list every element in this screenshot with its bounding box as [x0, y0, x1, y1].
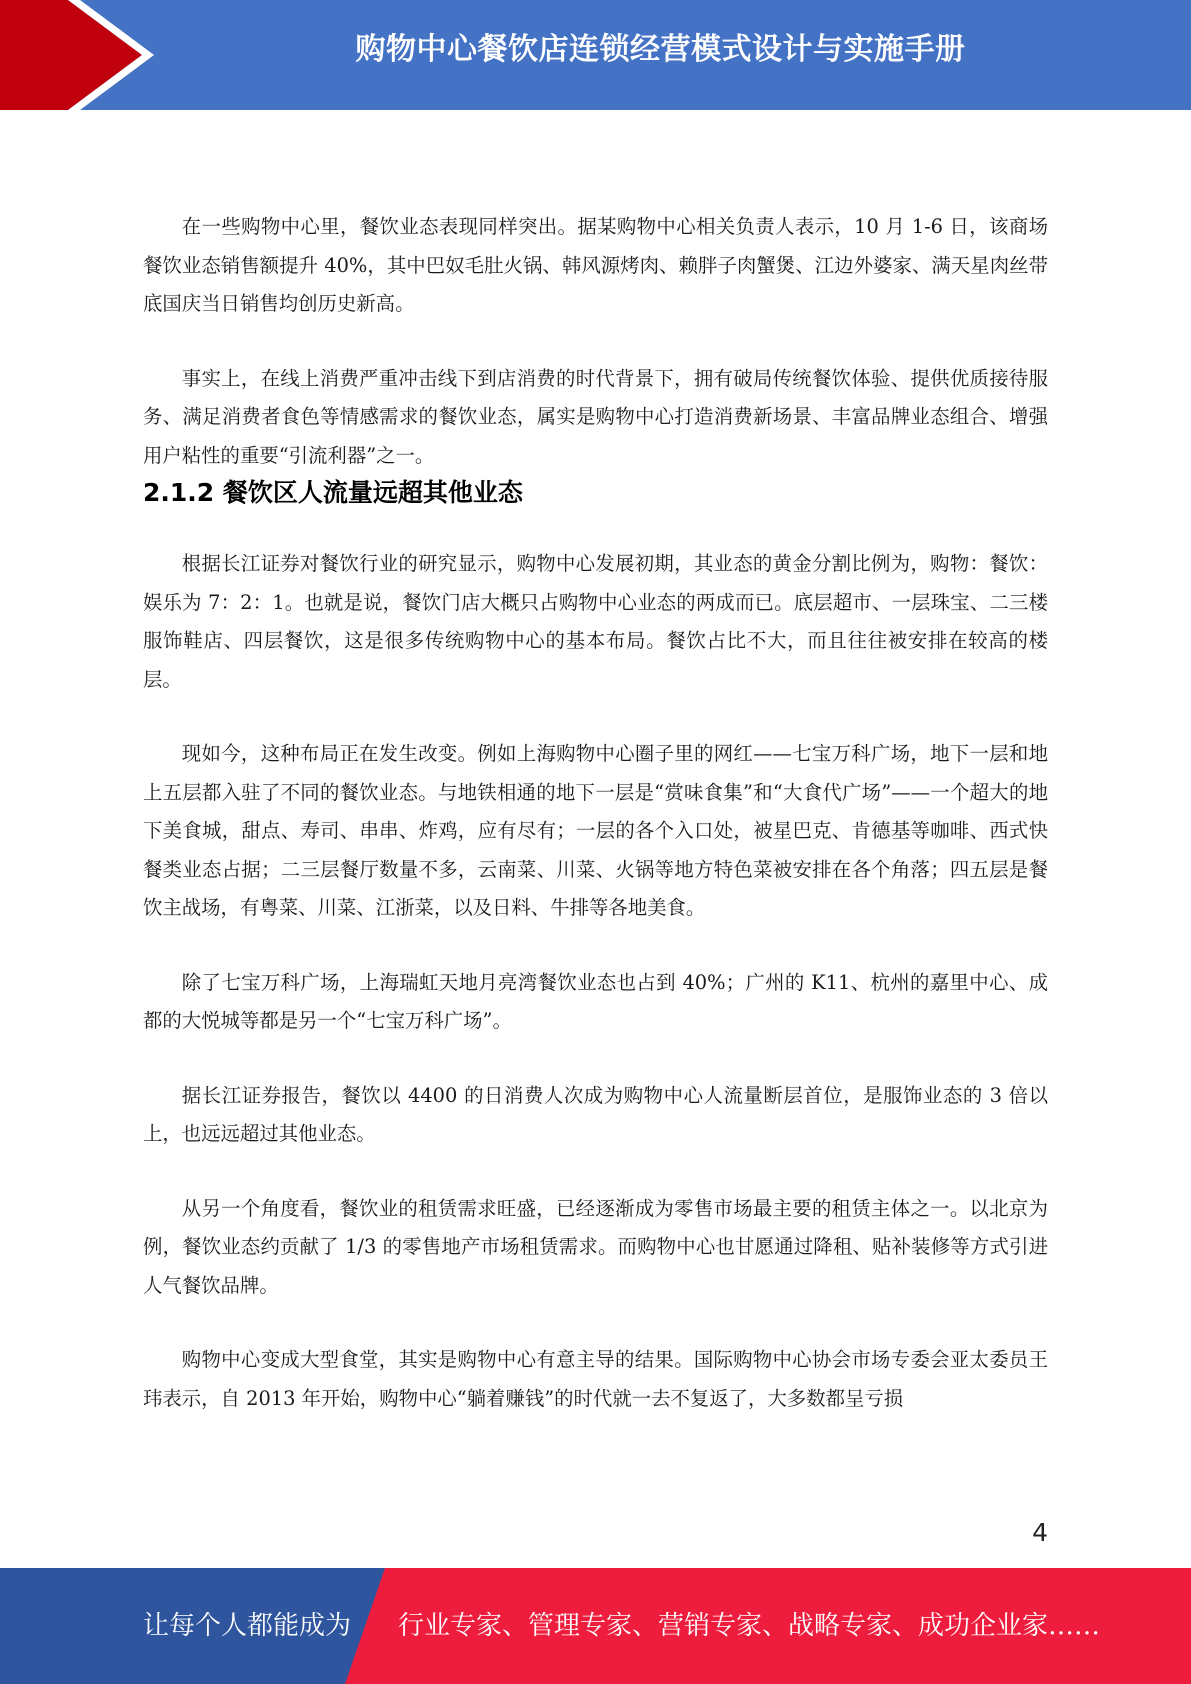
page-content [143, 208, 1048, 1418]
paragraph-other-malls: 除了七宝万科广场，上海瑞虹天地月亮湾餐饮业态也占到 40%；广州的 K11、杭州的嘉里中心、成都的大悦城等都是另一个“七宝万科广场”。 [143, 970, 1048, 1032]
paragraph-big-canteen: 购物中心变成大型食堂，其实是购物中心有意主导的结果。国际购物中心协会市场专委会亚太委员王玮表示，自 2013 年开始，购物中心“躺着赚钱”的时代就一去不复返了，大多数都呈亏损 [143, 1348, 1048, 1410]
document-title: 购物中心餐饮店连锁经营模式设计与实施手册 [355, 32, 966, 67]
paragraph-layout-change: 现如今，这种布局正在发生改变。例如上海购物中心圈子里的网红——七宝万科广场，地下一层和地上五层都入驻了不同的餐饮业态。与地铁相通的地下一层是“赏味食集”和“大食代广场”——一个超大的地下美食城，甜点、寿司、串串、炸鸡，应有尽有；一层的各个入口处，被星巴克、肯德基等咖啡、西式快餐类业态占据；二三层餐厅数量不多，云南菜、川菜、火锅等地方特色菜被安排在各个角落；四五层是餐饮主战场，有粤菜、川菜、江浙菜，以及日料、牛排等各地美食。 [143, 742, 1048, 919]
footer-slogan-left: 让每个人都能成为 [143, 1611, 352, 1641]
paragraph-online-consumption: 事实上，在线上消费严重冲击线下到店消费的时代背景下，拥有破局传统餐饮体验、提供优质接待服务、满足消费者食色等情感需求的餐饮业态，属实是购物中心打造消费新场景、丰富品牌业态组合、增强用户粘性的重要“引流利器”之一。 [143, 366, 1048, 467]
paragraph-rental-demand: 从另一个角度看，餐饮业的租赁需求旺盛，已经逐渐成为零售市场最主要的租赁主体之一。以北京为例，餐饮业态约贡献了 1/3 的零售地产市场租赁需求。而购物中心也甘愿通过降租、贴补装修等方式引进人气餐饮品牌。 [143, 1196, 1048, 1297]
footer-slogan-right: 行业专家、管理专家、营销专家、战略专家、成功企业家…… [398, 1611, 1101, 1641]
paragraph-golden-ratio: 根据长江证券对餐饮行业的研究显示，购物中心发展初期，其业态的黄金分割比例为，购物：餐饮：娱乐为 7：2：1。也就是说，餐饮门店大概只占购物中心业态的两成而已。底层超市、一层珠宝、二三楼服饰鞋店、四层餐饮，这是很多传统购物中心的基本布局。餐饮占比不大，而且往往被安排在较高的楼层。 [143, 552, 1048, 691]
section-heading: 2.1.2 餐饮区人流量远超其他业态 [143, 478, 523, 507]
paragraph-shopping-mall-catering: 在一些购物中心里，餐饮业态表现同样突出。据某购物中心相关负责人表示，10 月 1-6 日，该商场餐饮业态销售额提升 40%，其中巴奴毛肚火锅、韩风源烤肉、赖胖子肉蟹煲、江边外婆家、满天星肉丝带底国庆当日销售均创历史新高。 [143, 215, 1048, 315]
page-footer [0, 1568, 1191, 1684]
paragraph-foot-traffic: 据长江证券报告，餐饮以 4400 的日消费人次成为购物中心人流量断层首位，是服饰业态的 3 倍以上，也远远超过其他业态。 [143, 1083, 1048, 1145]
page-header [0, 0, 1191, 110]
page-number: 4 [1032, 1518, 1048, 1547]
